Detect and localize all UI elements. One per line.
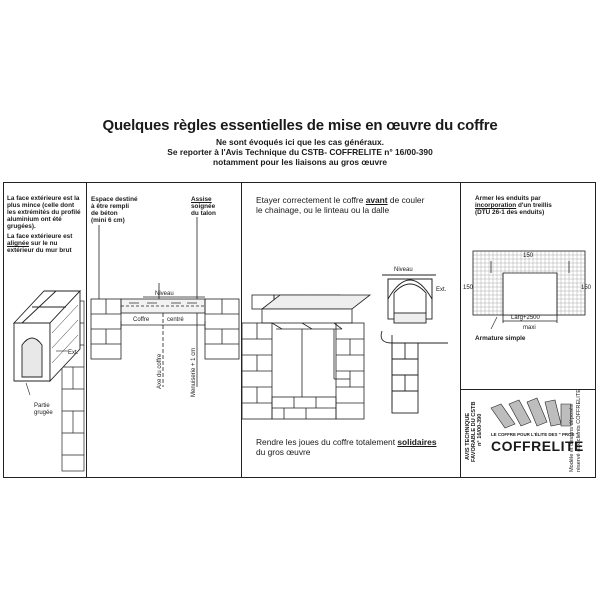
panel-assise	[86, 182, 242, 478]
panel1-text-7-rest: sur le nu	[29, 240, 58, 247]
assise-section-drawing	[87, 183, 243, 479]
coffre-label: Coffre	[133, 317, 150, 323]
etayer-text-c: de couler	[387, 195, 425, 205]
niveau-label-2: Niveau	[394, 267, 413, 273]
slogan-text: LE COFFRE POUR L'ÉLITE DES " PROS "	[491, 432, 578, 437]
avis-text-1: AVIS TECHNIQUE	[465, 412, 471, 460]
dim-150-right: 150	[581, 285, 592, 291]
brand-name: COFFRELITE	[491, 438, 584, 454]
espace-text-2: à être rempli	[91, 203, 130, 210]
armer-text-1: Armer les enduits par	[475, 195, 541, 202]
niveau-label: Niveau	[155, 291, 174, 297]
joues-text-a: Rendre les joues du coffre totalement	[256, 437, 398, 447]
partie-arrow	[26, 383, 30, 395]
panel-face-exterieure	[3, 182, 87, 478]
espace-text-1: Espace destiné	[91, 196, 138, 203]
panel1-text-6: La face extérieure est	[7, 233, 73, 240]
grugee-label: grugée	[34, 410, 53, 416]
larg-label: Larg+2500	[511, 315, 540, 321]
avant-keyword: avant	[365, 195, 388, 205]
armer-text-3: (DTU 26-1 des enduits)	[475, 209, 545, 216]
joues-line-2: du gros œuvre	[256, 447, 311, 457]
coffre-isometric-drawing	[4, 183, 88, 479]
espace-text-4: (mini 6 cm)	[91, 217, 125, 224]
panel1-text-5: grugées).	[7, 223, 36, 230]
armature-arrow	[491, 317, 497, 329]
partie-label: Partie	[34, 403, 50, 409]
avis-text-2: FAVORABLE DU CSTB	[471, 401, 477, 462]
avis-text-3: n° 16/00-390	[477, 413, 483, 446]
subtitle-line-3: notamment pour les liaisons au gros œuvre	[212, 157, 388, 167]
panel1-text-2: plus mince (celle dont	[7, 202, 75, 209]
ext-label-2: Ext.	[436, 287, 447, 293]
subtitle-line-2: Se reporter à l'Avis Technique du CSTB- COFFRELITE n° 16/00-390	[167, 147, 433, 157]
armature-label: Armature simple	[475, 335, 526, 342]
panel-etayer	[241, 182, 461, 478]
dim-150-top: 150	[523, 253, 534, 259]
ext-label: Ext.	[68, 350, 79, 356]
page-title: Quelques règles essentielles de mise en œuvre du coffre	[102, 117, 498, 134]
solidaires-keyword: solidaires	[397, 437, 437, 447]
aligned-keyword: alignée	[7, 240, 30, 247]
panel1-text-3: les extrémités du profilé	[7, 209, 81, 216]
centre-label: centré	[167, 317, 184, 323]
incorporation-keyword: incorporation	[475, 202, 517, 209]
dim-150-left: 150	[463, 285, 474, 291]
axe-du-coffre-label: Axe du coffre	[157, 353, 163, 389]
joues-line-1	[256, 437, 436, 447]
model-text-1: Modèle et dessins déposés	[569, 404, 575, 472]
assise-text-2: soignée	[191, 203, 216, 210]
menuiserie-label: Menuiserie + 1 cm	[191, 347, 197, 397]
espace-text-3: de béton	[91, 210, 118, 217]
maxi-label: maxi	[523, 325, 536, 331]
panel-armer-enduits	[460, 182, 596, 390]
model-text-2: réservé aux clients COFFRELITE	[576, 389, 582, 472]
etayer-text-a: Etayer correctement le coffre	[256, 195, 366, 205]
armer-text-2b: d'un treillis	[516, 202, 552, 209]
assise-text-1: Assise	[191, 196, 212, 203]
treillis-grid-drawing	[461, 183, 597, 391]
subtitle-line-1: Ne sont évoqués ici que les cas généraux.	[215, 137, 385, 147]
panel-logo	[460, 389, 596, 478]
panel1-text-8: extérieur du mur brut	[7, 247, 72, 254]
etayer-line-2: le chainage, ou le linteau ou la dalle	[256, 205, 390, 215]
etayer-drawing	[242, 183, 462, 479]
assise-text-3: du talon	[191, 210, 216, 217]
panel1-text-4: aluminium ont été	[7, 216, 62, 223]
panel1-text-1: La face extérieure est la	[7, 195, 80, 202]
